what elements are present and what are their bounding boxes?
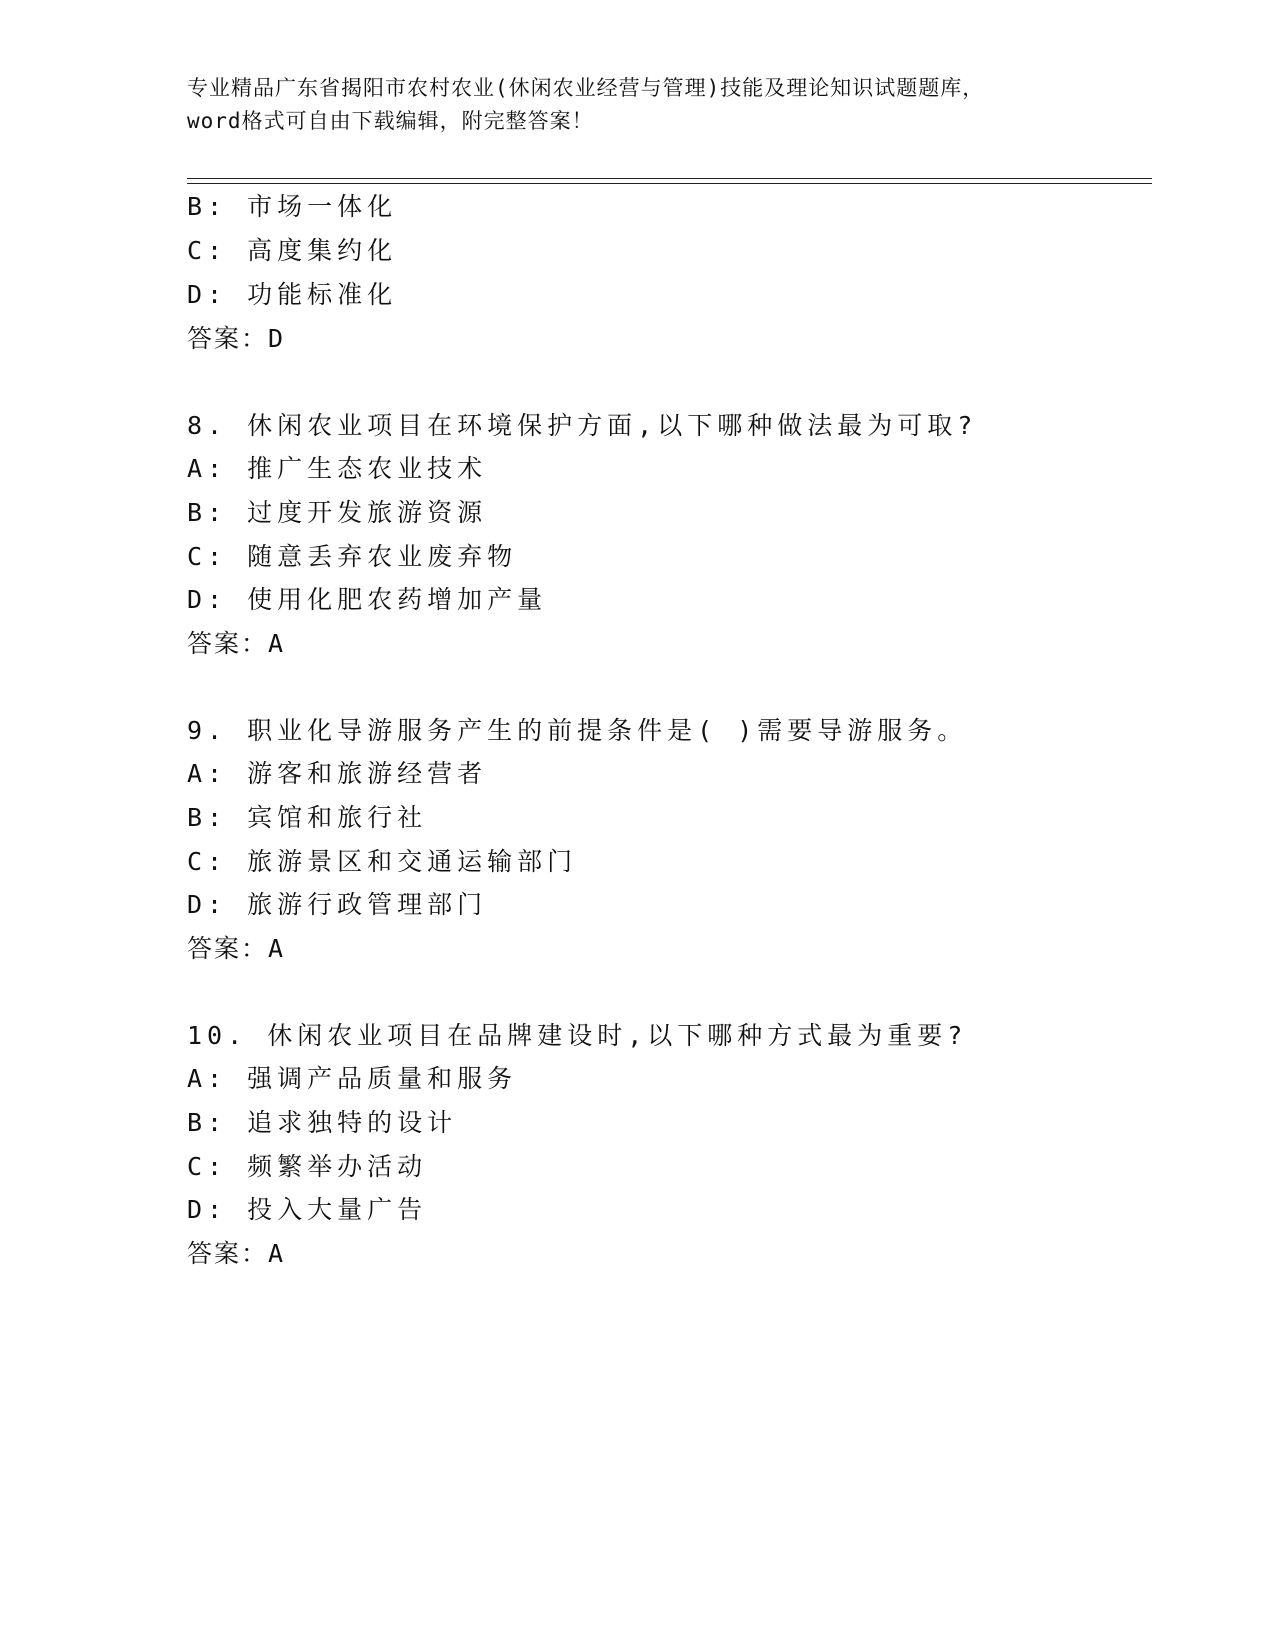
header-divider-top <box>187 178 1152 179</box>
option-d: D: 使用化肥农药增加产量 <box>187 585 548 614</box>
option-c: C: 高度集约化 <box>187 236 398 265</box>
option-a: A: 强调产品质量和服务 <box>187 1064 518 1093</box>
option-c: C: 旅游景区和交通运输部门 <box>187 847 578 876</box>
header-line-2: word格式可自由下载编辑，附完整答案！ <box>187 109 594 133</box>
option-b: B: 宾馆和旅行社 <box>187 803 428 832</box>
option-d: D: 功能标准化 <box>187 280 398 309</box>
option-a: A: 游客和旅游经营者 <box>187 759 488 788</box>
option-c: C: 随意丢弃农业废弃物 <box>187 542 518 571</box>
header-divider-bottom <box>187 183 1152 184</box>
option-d: D: 投入大量广告 <box>187 1195 428 1224</box>
question-stem: 9. 职业化导游服务产生的前提条件是( )需要导游服务。 <box>187 716 968 745</box>
question-stem: 10. 休闲农业项目在品牌建设时,以下哪种方式最为重要? <box>187 1021 968 1050</box>
question-stem: 8. 休闲农业项目在环境保护方面,以下哪种做法最为可取? <box>187 411 978 440</box>
option-d: D: 旅游行政管理部门 <box>187 890 488 919</box>
answer-line: 答案：A <box>187 934 286 963</box>
answer-line: 答案：A <box>187 1239 286 1268</box>
option-c: C: 频繁举办活动 <box>187 1152 428 1181</box>
option-b: B: 过度开发旅游资源 <box>187 498 488 527</box>
option-b: B: 市场一体化 <box>187 192 398 221</box>
document-header <box>187 72 1147 138</box>
option-a: A: 推广生态农业技术 <box>187 454 488 483</box>
answer-line: 答案：A <box>187 629 286 658</box>
option-b: B: 追求独特的设计 <box>187 1108 458 1137</box>
answer-line: 答案：D <box>187 324 286 353</box>
header-line-1: 专业精品广东省揭阳市农村农业(休闲农业经营与管理)技能及理论知识试题题库， <box>187 76 985 100</box>
